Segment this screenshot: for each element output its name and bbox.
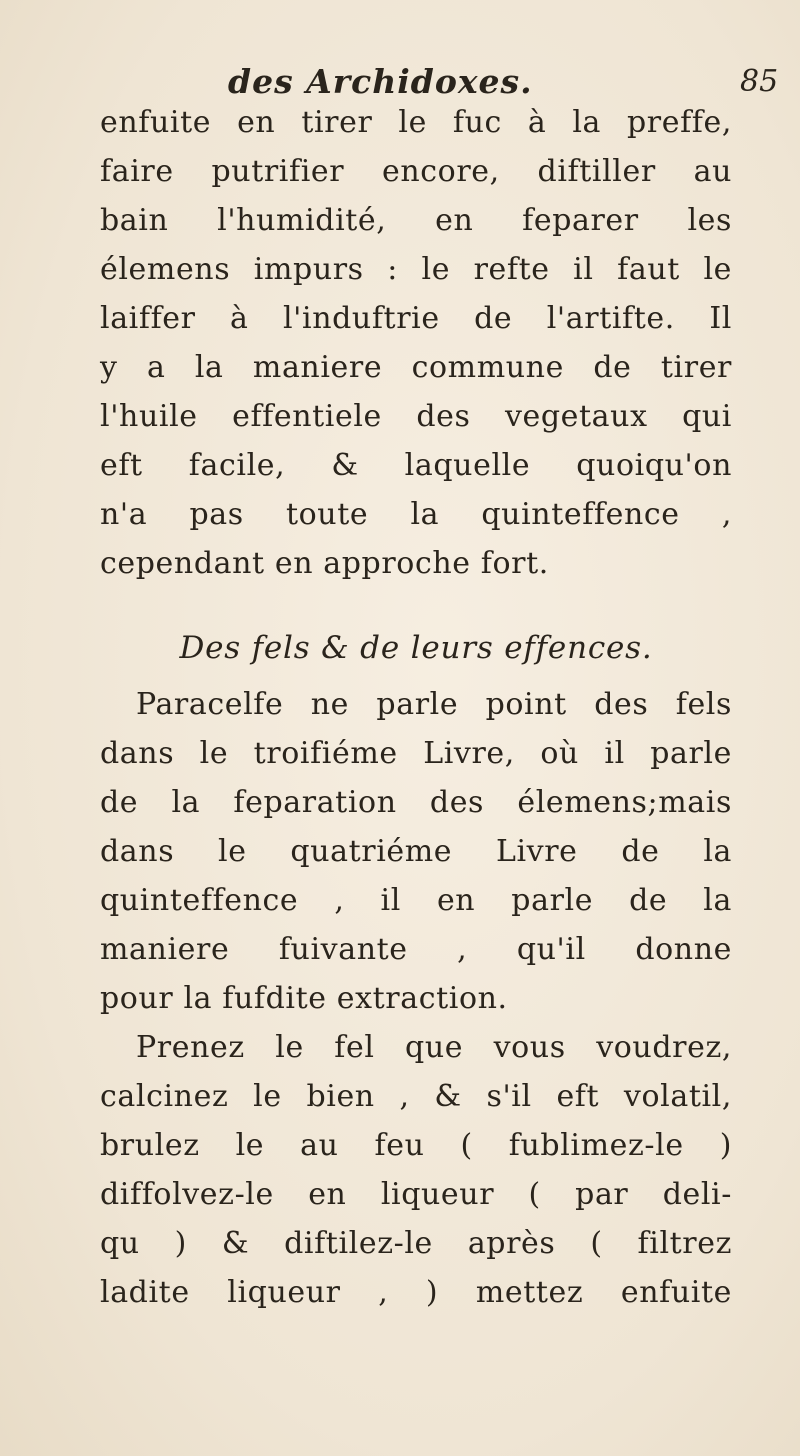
text-line: Prenez le fel que vous voudrez, <box>136 1030 732 1065</box>
page-number: 85 <box>740 64 779 99</box>
paragraph-recipe <box>100 1023 732 1317</box>
text-line: dans le quatriéme Livre de la <box>100 834 732 869</box>
text-line: dans le troifiéme Livre, où il parle <box>100 736 732 771</box>
text-line: eft facile, & laquelle quoiqu'on <box>100 448 732 483</box>
text-line: de la feparation des élemens;mais <box>100 785 732 820</box>
text-line: élemens impurs : le refte il faut le <box>100 252 732 287</box>
text-line: n'a pas toute la quinteffence , <box>100 497 732 532</box>
text-line: l'huile effentiele des vegetaux qui <box>100 399 732 434</box>
text-line: qu ) & diftilez-le après ( filtrez <box>100 1226 732 1261</box>
text-line: maniere fuivante , qu'il donne <box>100 932 732 967</box>
text-line: calcinez le bien , & s'il eft volatil, <box>100 1079 732 1114</box>
text-line: bain l'humidité, en feparer les <box>100 203 732 238</box>
text-block <box>100 98 732 1317</box>
text-line: pour la fufdite extraction. <box>100 981 508 1016</box>
text-line: quinteffence , il en parle de la <box>100 883 732 918</box>
text-line: Paracelfe ne parle point des fels <box>136 687 732 722</box>
text-line: enfuite en tirer le fuc à la preffe, <box>100 105 732 140</box>
section-heading: Des fels & de leurs effences. <box>179 630 653 666</box>
paragraph-continuation <box>100 98 732 588</box>
text-line: ladite liqueur , ) mettez enfuite <box>100 1275 732 1310</box>
running-title: des Archidoxes. <box>228 62 533 101</box>
text-line: faire putrifier encore, diftiller au <box>100 154 732 189</box>
text-line: y a la maniere commune de tirer <box>100 350 732 385</box>
text-line: laiffer à l'induftrie de l'artifte. Il <box>100 301 732 336</box>
text-line: brulez le au feu ( fublimez-le ) <box>100 1128 732 1163</box>
text-line: diffolvez-le en liqueur ( par deli- <box>100 1177 732 1212</box>
text-line: cependant en approche fort. <box>100 546 549 581</box>
paragraph-paracelse <box>100 680 732 1023</box>
